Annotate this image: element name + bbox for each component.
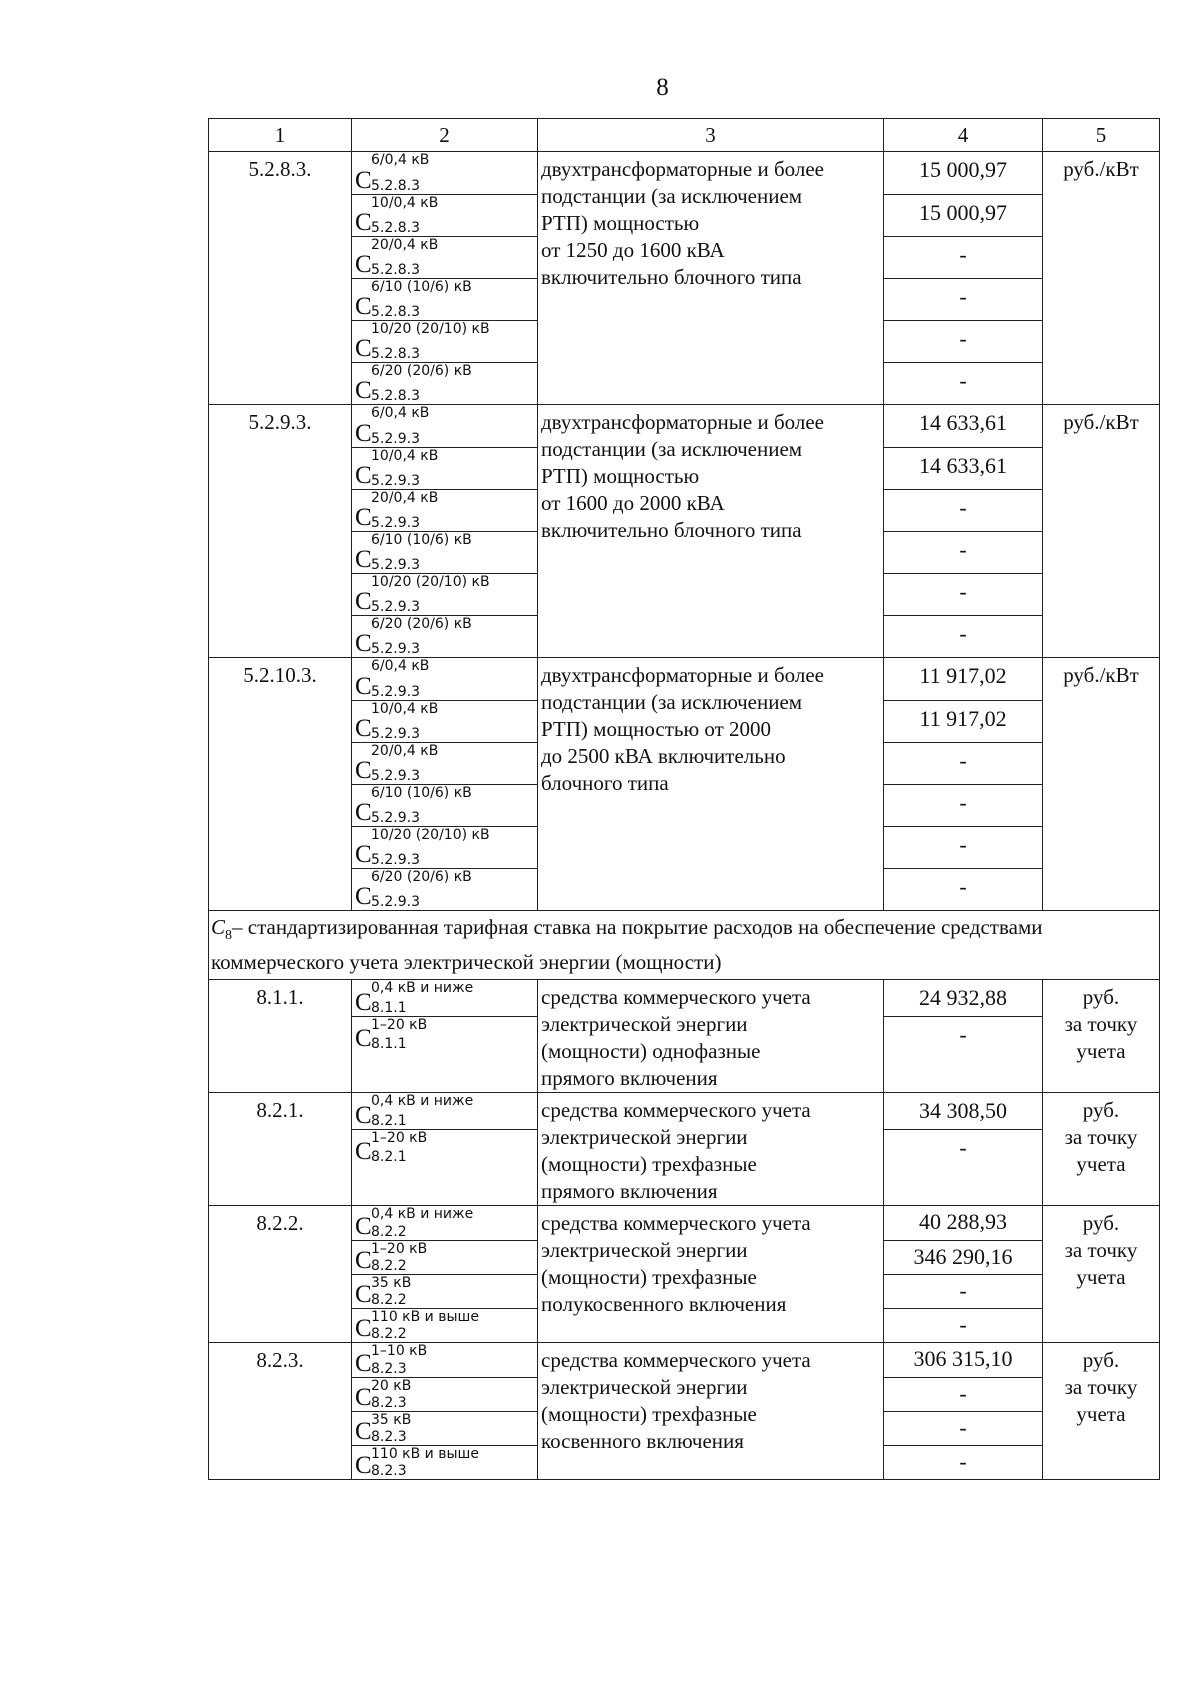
symbol-column [352,980,538,1093]
item-description [538,1093,884,1206]
symbol-column [352,152,538,405]
symbol-superscript: 10/0,4 кВ [371,195,439,211]
unit-line: за точку [1064,1238,1138,1263]
value-column [884,1093,1043,1206]
symbol-superscript: 20 кВ [371,1378,412,1395]
symbol-superscript: 6/20 (20/6) кВ [371,363,472,379]
symbol-subscript: 5.2.9.3 [371,726,420,742]
table-row [209,405,1160,658]
unit [1043,1093,1160,1206]
description-line: двухтрансформаторные и более [541,410,824,434]
rate-value: 15 000,97 [919,157,1007,182]
symbol-superscript: 110 кВ и выше [371,1309,479,1326]
description-line: блочного типа [541,771,669,795]
header-cell: 2 [352,119,538,152]
symbol-subscript: 8.1.1 [371,1000,407,1017]
item-code: 5.2.10.3. [209,658,352,911]
unit-line: учета [1076,1402,1126,1427]
symbol-letter: C [355,799,372,826]
symbol-superscript: 20/0,4 кВ [371,237,439,253]
item-description [538,405,884,658]
tariff-symbol [352,1411,537,1445]
symbol-letter: C [355,1452,372,1480]
unit [1043,1206,1160,1343]
unit-line: за точку [1064,1012,1138,1037]
rate-value: - [884,1274,1042,1308]
symbol-superscript: 20/0,4 кВ [371,490,439,506]
tariff-symbol [352,700,537,742]
symbol-superscript: 1–20 кВ [371,1017,428,1034]
description-line: двухтрансформаторные и более [541,663,824,687]
symbol-superscript: 110 кВ и выше [371,1446,479,1463]
rate-value: - [884,236,1042,278]
tariff-symbol [352,362,537,404]
symbol-subscript: 8.1.1 [371,1036,407,1053]
item-description [538,658,884,911]
symbol-column [352,405,538,658]
item-description [538,1343,884,1480]
symbol-superscript: 6/0,4 кВ [371,152,430,168]
symbol-subscript: 8.2.2 [371,1224,407,1241]
symbol-subscript: 5.2.9.3 [371,852,420,868]
symbol-subscript: 8.2.3 [371,1463,407,1480]
symbol-letter: C [355,251,372,278]
section-symbol: C [211,915,226,939]
tariff-symbol [352,194,537,236]
symbol-subscript: 5.2.9.3 [371,599,420,615]
description-line: средства коммерческого учета [541,1348,811,1373]
value-column [884,980,1043,1093]
symbol-letter: C [355,293,372,320]
item-code: 8.1.1. [209,980,352,1093]
symbol-subscript: 5.2.9.3 [371,431,420,447]
symbol-letter: C [355,462,372,489]
unit-line: учета [1076,1152,1126,1177]
description-line: (мощности) однофазные [541,1039,761,1064]
symbol-subscript: 5.2.9.3 [371,894,420,910]
header-cell: 5 [1043,119,1160,152]
symbol-letter: C [355,1102,372,1130]
symbol-subscript: 5.2.8.3 [371,388,420,404]
symbol-column [352,658,538,911]
rate-value: 11 917,02 [884,700,1042,742]
symbol-column [352,1093,538,1206]
description-line: (мощности) трехфазные [541,1402,757,1427]
header-cell: 4 [884,119,1043,152]
rate-value: - [884,1308,1042,1342]
section-symbol-subscript: 8 [225,928,233,944]
rate-value: - [884,278,1042,320]
tariff-symbol [352,784,537,826]
symbol-subscript: 8.2.1 [371,1113,407,1130]
table-row [209,1206,1160,1343]
description-line: прямого включения [541,1179,718,1204]
tariff-symbol [352,1308,537,1342]
table-row [209,1093,1160,1206]
symbol-subscript: 8.2.2 [371,1326,407,1343]
unit [1043,1343,1160,1480]
unit: руб./кВт [1043,405,1160,658]
rate-value: - [884,320,1042,362]
symbol-superscript: 6/10 (10/6) кВ [371,785,472,801]
rate-value: 346 290,16 [884,1240,1042,1274]
description-line: средства коммерческого учета [541,1211,811,1236]
tariff-symbol [352,405,537,447]
item-description [538,980,884,1093]
symbol-letter: C [355,420,372,447]
tariff-symbol [352,447,537,489]
section-row [209,911,1160,980]
symbol-superscript: 10/20 (20/10) кВ [371,574,490,590]
symbol-letter: C [355,1384,372,1412]
tariff-symbol [352,980,537,1016]
description-line: до 2500 кВА включительно [541,744,786,768]
description-line: от 1250 до 1600 кВА [541,238,725,262]
symbol-letter: C [355,588,372,615]
symbol-subscript: 5.2.9.3 [371,684,420,700]
tariff-symbol [352,1206,537,1240]
description-line: включительно блочного типа [541,265,802,289]
item-code: 8.2.2. [209,1206,352,1343]
symbol-subscript: 5.2.9.3 [371,810,420,826]
symbol-superscript: 1–10 кВ [371,1343,428,1360]
description-line: двухтрансформаторные и более [541,157,824,181]
tariff-symbol [352,868,537,910]
description-line: электрической энергии [541,1375,748,1400]
tariff-symbol [352,1016,537,1052]
section-description [209,911,1160,980]
description-line: РТП) мощностью [541,464,700,488]
rate-value: - [884,531,1042,573]
symbol-superscript: 20/0,4 кВ [371,743,439,759]
description-line: электрической энергии [541,1238,748,1263]
symbol-subscript: 5.2.9.3 [371,473,420,489]
symbol-subscript: 5.2.9.3 [371,641,420,657]
value-column [884,1343,1043,1480]
item-code: 5.2.8.3. [209,152,352,405]
rate-value: - [884,1129,1042,1165]
item-description [538,152,884,405]
rate-value: - [884,1411,1042,1445]
symbol-letter: C [355,1213,372,1241]
item-code: 8.2.3. [209,1343,352,1480]
unit-line: руб. [1082,985,1120,1010]
symbol-letter: C [355,1281,372,1309]
symbol-letter: C [355,167,372,194]
tariff-symbol [352,615,537,657]
symbol-letter: C [355,335,372,362]
unit: руб./кВт [1043,152,1160,405]
symbol-letter: C [355,989,372,1017]
symbol-superscript: 1–20 кВ [371,1241,428,1258]
table-row [209,152,1160,405]
symbol-letter: C [355,883,372,910]
symbol-superscript: 6/10 (10/6) кВ [371,532,472,548]
description-line: полукосвенного включения [541,1292,787,1317]
symbol-subscript: 5.2.8.3 [371,346,420,362]
symbol-subscript: 8.2.3 [371,1429,407,1446]
symbol-subscript: 5.2.9.3 [371,768,420,784]
description-line: косвенного включения [541,1429,744,1454]
symbol-letter: C [355,757,372,784]
rate-value: 15 000,97 [884,194,1042,236]
tariff-symbol [352,1274,537,1308]
rate-value: 306 315,10 [913,1346,1013,1372]
symbol-letter: C [355,1138,372,1166]
symbol-superscript: 6/0,4 кВ [371,405,430,421]
rate-value: 24 932,88 [919,985,1007,1011]
symbol-subscript: 5.2.8.3 [371,220,420,236]
symbol-letter: C [355,1025,372,1053]
value-column [884,152,1043,405]
section-text: – стандартизированная тарифная ставка на покрытие расходов на обеспечение средствами коммерческого учета электрической энергии (мощности) [211,915,1043,975]
tariff-symbol [352,826,537,868]
symbol-letter: C [355,1247,372,1275]
description-line: РТП) мощностью [541,211,700,235]
description-line: РТП) мощностью от 2000 [541,717,772,741]
symbol-letter: C [355,841,372,868]
symbol-subscript: 5.2.8.3 [371,262,420,278]
symbol-superscript: 35 кВ [371,1412,412,1429]
symbol-superscript: 35 кВ [371,1275,412,1292]
symbol-letter: C [355,715,372,742]
symbol-subscript: 8.2.1 [371,1149,407,1166]
symbol-subscript: 5.2.9.3 [371,557,420,573]
symbol-letter: C [355,377,372,404]
symbol-superscript: 6/20 (20/6) кВ [371,869,472,885]
description-line: прямого включения [541,1066,718,1091]
unit-line: руб. [1082,1211,1120,1236]
description-line: электрической энергии [541,1125,748,1150]
item-description [538,1206,884,1343]
rate-value: 14 633,61 [884,447,1042,489]
table-row [209,658,1160,911]
tariff-symbol [352,1240,537,1274]
rate-value: - [884,489,1042,531]
description-line: подстанции (за исключением [541,690,803,714]
rate-value: - [884,573,1042,615]
page-number: 8 [656,74,669,101]
header-cell: 3 [538,119,884,152]
symbol-subscript: 5.2.8.3 [371,304,420,320]
tariff-symbol [352,489,537,531]
symbol-superscript: 10/20 (20/10) кВ [371,827,490,843]
header-cell: 1 [209,119,352,152]
symbol-column [352,1343,538,1480]
symbol-superscript: 0,4 кВ и ниже [371,980,474,997]
description-line: средства коммерческого учета [541,985,811,1010]
rate-value: - [884,784,1042,826]
symbol-letter: C [355,630,372,657]
symbol-superscript: 0,4 кВ и ниже [371,1093,474,1110]
rate-value: - [884,1445,1042,1479]
symbol-subscript: 8.2.3 [371,1395,407,1412]
tariff-symbol [352,531,537,573]
symbol-subscript: 8.2.2 [371,1258,407,1275]
tariff-symbol [352,573,537,615]
symbol-letter: C [355,546,372,573]
rate-value: 34 308,50 [919,1098,1007,1124]
symbol-superscript: 6/0,4 кВ [371,658,430,674]
rate-value: - [884,362,1042,404]
unit-line: руб. [1082,1348,1120,1373]
symbol-subscript: 8.2.2 [371,1292,407,1309]
rate-value: - [884,1016,1042,1052]
description-line: подстанции (за исключением [541,184,803,208]
tariff-symbol [352,1129,537,1165]
symbol-letter: C [355,209,372,236]
unit [1043,980,1160,1093]
item-code: 5.2.9.3. [209,405,352,658]
value-column [884,1206,1043,1343]
rate-value: - [884,826,1042,868]
unit: руб./кВт [1043,658,1160,911]
symbol-superscript: 1–20 кВ [371,1130,428,1147]
rate-value: - [884,742,1042,784]
value-column [884,405,1043,658]
item-code: 8.2.1. [209,1093,352,1206]
symbol-letter: C [355,1315,372,1343]
unit-line: учета [1076,1039,1126,1064]
tariff-symbol [352,320,537,362]
description-line: электрической энергии [541,1012,748,1037]
symbol-superscript: 10/0,4 кВ [371,448,439,464]
tariff-symbol [352,152,537,194]
table-row [209,980,1160,1093]
unit-line: за точку [1064,1125,1138,1150]
header-row [209,119,1160,152]
tariff-symbol [352,236,537,278]
symbol-column [352,1206,538,1343]
tariff-symbol [352,1445,537,1479]
rate-value: 40 288,93 [919,1209,1007,1235]
rate-value: - [884,615,1042,657]
symbol-subscript: 5.2.9.3 [371,515,420,531]
symbol-subscript: 8.2.3 [371,1361,407,1378]
table-row [209,1343,1160,1480]
symbol-superscript: 10/20 (20/10) кВ [371,321,490,337]
rate-value: 14 633,61 [919,410,1007,435]
description-line: средства коммерческого учета [541,1098,811,1123]
symbol-letter: C [355,673,372,700]
symbol-letter: C [355,504,372,531]
description-line: (мощности) трехфазные [541,1152,757,1177]
description-line: от 1600 до 2000 кВА [541,491,725,515]
description-line: (мощности) трехфазные [541,1265,757,1290]
tariff-symbol [352,278,537,320]
symbol-letter: C [355,1350,372,1378]
unit-line: учета [1076,1265,1126,1290]
tariff-table [208,118,1160,1480]
symbol-superscript: 0,4 кВ и ниже [371,1206,474,1223]
tariff-symbol [352,1343,537,1377]
symbol-superscript: 6/10 (10/6) кВ [371,279,472,295]
value-column [884,658,1043,911]
symbol-superscript: 10/0,4 кВ [371,701,439,717]
unit-line: руб. [1082,1098,1120,1123]
tariff-symbol [352,1093,537,1129]
rate-value: 11 917,02 [919,663,1007,688]
tariff-symbol [352,1377,537,1411]
symbol-superscript: 6/20 (20/6) кВ [371,616,472,632]
unit-line: за точку [1064,1375,1138,1400]
symbol-letter: C [355,1418,372,1446]
description-line: включительно блочного типа [541,518,802,542]
description-line: подстанции (за исключением [541,437,803,461]
rate-value: - [884,1377,1042,1411]
symbol-subscript: 5.2.8.3 [371,178,420,194]
tariff-symbol [352,742,537,784]
tariff-symbol [352,658,537,700]
rate-value: - [884,868,1042,910]
